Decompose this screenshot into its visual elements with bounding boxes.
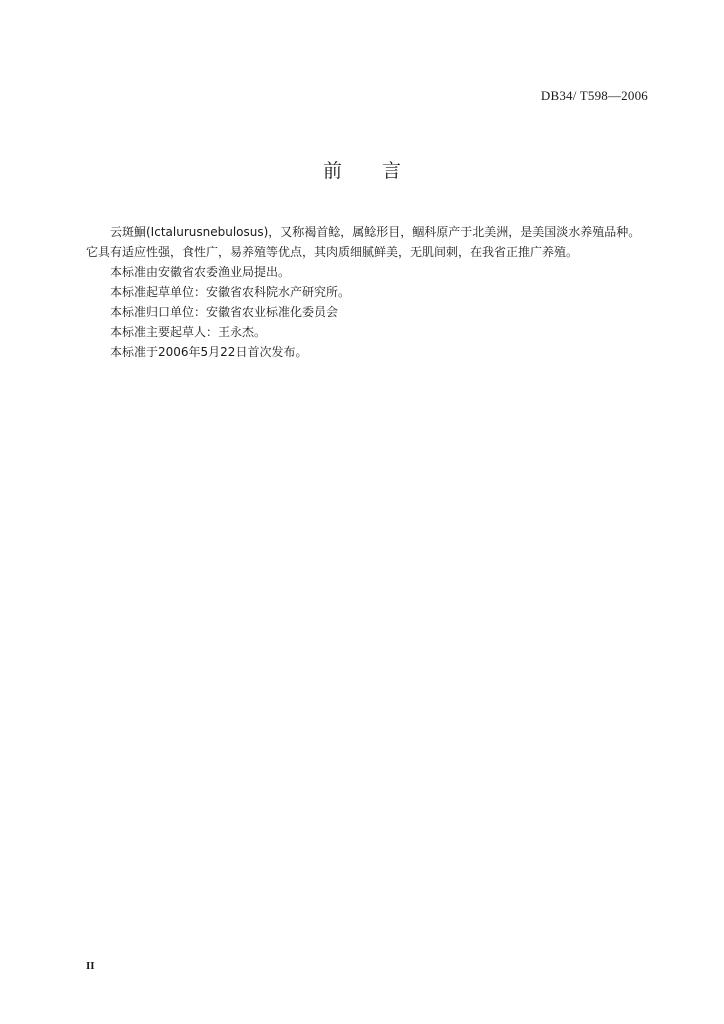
- standard-number: DB34/ T598—2006: [540, 88, 648, 103]
- foreword-title: 前言: [322, 160, 441, 182]
- foreword-paragraph-centralized-unit: 本标准归口单位：安徽省农业标准化委员会: [110, 305, 339, 319]
- foreword-paragraph-drafter: 本标准主要起草人：王永杰。: [110, 325, 267, 339]
- page-number: II: [86, 960, 95, 972]
- foreword-paragraph-drafting-unit: 本标准起草单位：安徽省农科院水产研究所。: [110, 285, 351, 299]
- intro-line-2: 它具有适应性强，食性广，易养殖等优点，其肉质细腻鲜美，无肌间刺，在我省正推广养殖。: [86, 245, 579, 259]
- foreword-paragraph-proposer: 本标准由安徽省农委渔业局提出。: [110, 265, 291, 279]
- foreword-paragraph-intro: [86, 222, 664, 262]
- intro-line-1: 云斑鮰(Ictalurusnebulosus)，又称褐首鲶，属鲶形目，鲴科原产于北美洲，是美国淡水养殖品种。: [110, 225, 641, 239]
- foreword-paragraph-release-date: 本标准于2006年5月22日首次发布。: [110, 345, 308, 359]
- foreword-body: [86, 222, 664, 362]
